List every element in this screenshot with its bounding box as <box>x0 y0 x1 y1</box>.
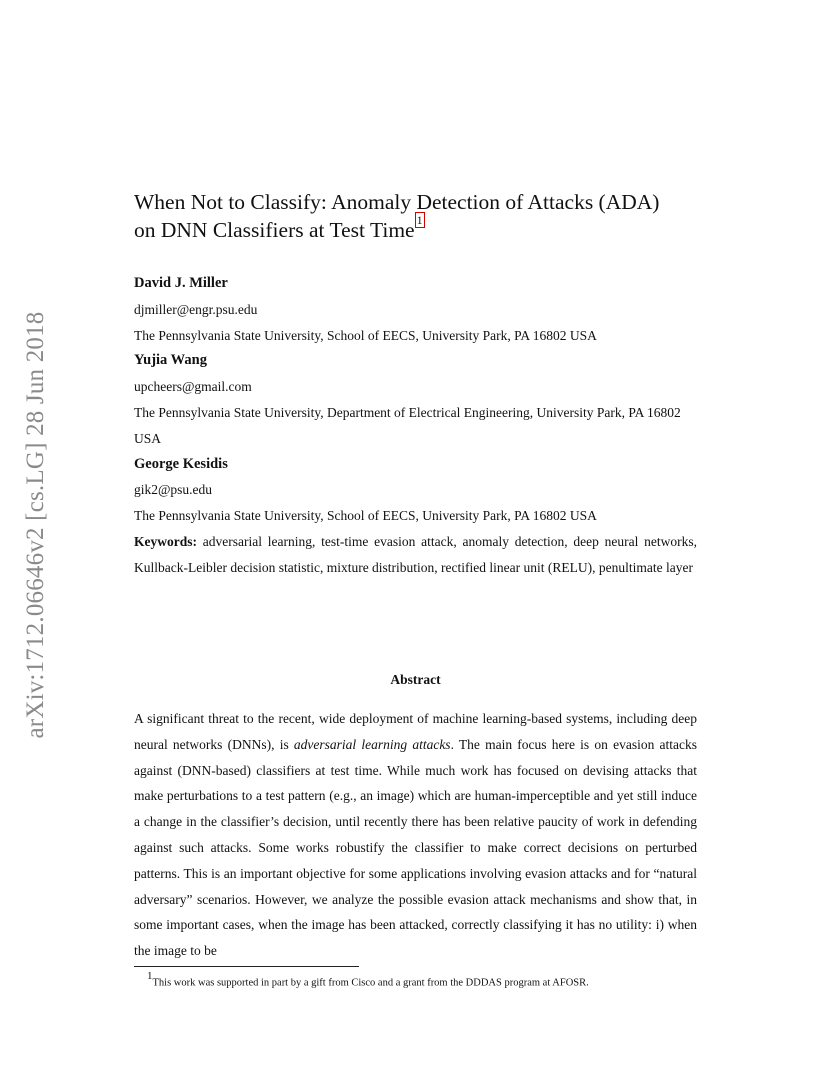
keywords-section <box>134 529 697 581</box>
footnote-mark: 1 <box>147 970 153 982</box>
paper-title <box>134 188 714 244</box>
title-line-1: When Not to Classify: Anomaly Detection of Attacks (ADA) <box>134 190 660 214</box>
title-line-2: on DNN Classifiers at Test Time <box>134 218 415 242</box>
footnote-divider <box>134 966 359 967</box>
footnote-text: This work was supported in part by a gift from Cisco and a grant from the DDDAS program at AFOSR. <box>152 977 589 989</box>
author-email: djmiller@engr.psu.edu <box>134 301 258 317</box>
author-name: David J. Miller <box>134 275 228 291</box>
abstract-text-part-2: . The main focus here is on evasion attacks against (DNN-based) classifiers at test time. While much work has focused on devising attacks that make perturbations to a test pattern (e.g., an image) which are human-imperceptible and yet still induce a change in the classifier’s decision, until recently there has been relative paucity of work in defending against such attacks. Some works robustify the classifier to make correct decisions on perturbed patterns. This is an important objective for some applications involving evasion attacks and for “natural adversary” scenarios. However, we analyze the possible evasion attack mechanisms and show that, in some important cases, when the image has been attacked, correctly classifying it has no utility: i) when the image to be <box>134 736 698 959</box>
author-name: Yujia Wang <box>134 352 207 369</box>
author-name: George Kesidis <box>134 455 228 472</box>
author-email: gik2@psu.edu <box>134 482 213 498</box>
author-affiliation: The Pennsylvania State University, Department of Electrical Engineering, University Park, PA 16802 USA <box>134 404 681 446</box>
footnote <box>147 972 589 989</box>
abstract-body <box>134 706 697 964</box>
author-affiliation: The Pennsylvania State University, School of EECS, University Park, PA 16802 USA <box>134 327 597 343</box>
title-footnote-link[interactable]: 1 <box>416 213 423 227</box>
author-affiliation: The Pennsylvania State University, School of EECS, University Park, PA 16802 USA <box>134 508 597 524</box>
arxiv-identifier-text: arXiv:1712.06646v2 [cs.LG] 28 Jun 2018 <box>22 311 49 739</box>
arxiv-identifier-stamp <box>14 290 58 760</box>
author-email: upcheers@gmail.com <box>134 379 252 395</box>
abstract-text-part-1: A significant threat to the recent, wide deployment of machine learning-based systems, including deep neural networks (DNNs), is <box>134 711 697 752</box>
author-block <box>134 271 697 529</box>
abstract-heading: Abstract <box>390 672 441 687</box>
keywords-label: Keywords: <box>134 534 197 549</box>
keywords-text: adversarial learning, test-time evasion attack, anomaly detection, deep neural networks, Kullback-Leibler decision statistic, mixture distribution, rectified linear unit (RELU), penultimate layer <box>134 534 698 575</box>
abstract-emphasis: adversarial learning attacks <box>293 736 451 752</box>
